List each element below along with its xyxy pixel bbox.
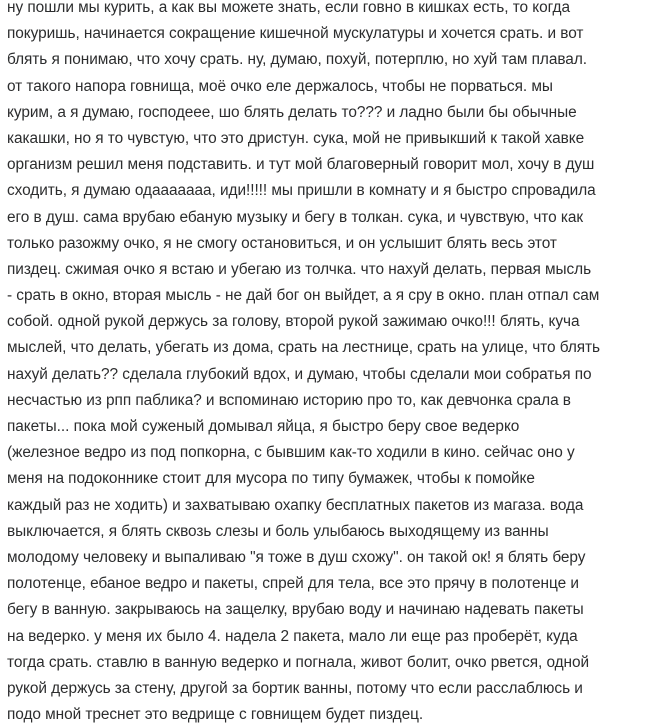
text-line: пакеты... пока мой суженый домывал яйца, я быстро беру свое ведерко [7,418,520,435]
text-line: какашки, но я то чувстую, что это дристун. сука, мой не привыкший к такой хавке [7,129,585,147]
text-line: подо мной треснет это ведрище с говнищем будет пиздец. [7,706,424,724]
text-line: покуришь, начинается сокращение кишечной мускулатуры и хочется срать. и вот [7,25,584,43]
text-line: от такого напора говнища, моё очко еле держалось, чтобы не порваться. мы [7,77,553,95]
text-line: организм решил меня подставить. и тут мой благоверный говорит мол, хочу в душ [7,156,595,174]
text-line: выключается, я блять сквозь слезы и боль улыбаюсь выходящему из ванны [7,522,549,540]
text-line: ну пошли мы курить, а как вы можете знать, если говно в кишках есть, то когда [7,0,570,16]
post-text [7,0,600,728]
text-line: мыслей, что делать, убегать из дома, срать на лестнице, срать на улице, что блять [7,339,600,357]
text-line: полотенце, ебаное ведро и пакеты, спрей для тела, все это прячу в полотенце и [7,575,579,593]
text-line: молодому человеку и выпаливаю "я тоже в душ схожу". он такой ок! я блять беру [7,548,586,566]
text-line: только разожму очко, я не смогу остановиться, и он услышит блять весь этот [7,234,557,252]
text-line: - срать в окно, вторая мысль - не дай бог он выйдет, а я сру в окно. план отпал сам [7,287,600,305]
text-line: меня на подоконнике стоит для мусора по типу бумажек, чтобы к помойке [7,470,535,488]
text-line: нахуй делать?? сделала глубокий вдох, и думаю, чтобы сделали мои собратья по [7,365,592,383]
text-line: собой. одной рукой держусь за голову, второй рукой зажимаю очко!!! блять, куча [7,313,580,331]
text-line: рукой держусь за стену, другой за бортик ванны, потому что если расслаблюсь и [7,679,583,697]
text-line: тогда срать. ставлю в ванную ведерко и погнала, живот болит, очко рвется, одной [7,653,590,671]
text-line: на ведерко. у меня их было 4. надела 2 пакета, мало ли еще раз проберёт, куда [7,627,578,645]
text-line: блять я понимаю, что хочу срать. ну, думаю, похуй, потерплю, но хуй там плавал. [7,51,587,69]
text-line: (железное ведро из под попкорна, с бывшим как-то ходили в кино. сейчас оно у [7,444,575,462]
text-line: бегу в ванную. закрываюсь на защелку, врубаю воду и начинаю надевать пакеты [7,601,584,619]
text-line: курим, а я думаю, господеее, шо блять делать то??? и ладно были бы обычные [7,103,577,121]
text-line: пиздец. сжимая очко я встаю и убегаю из толчка. что нахуй делать, первая мысль [7,260,592,278]
text-line: каждый раз не ходить) и захватываю охапку бесплатных пакетов из магаза. вода [7,496,584,514]
text-line: несчастью из рпп паблика? и вспоминаю историю про то, как девчонка срала в [7,391,571,409]
text-line: сходить, я думаю одааааааа, иди!!!!! мы пришли в комнату и я быстро спровадила [7,182,596,200]
text-line: его в душ. сама врубаю ебаную музыку и бегу в толкан. сука, и чувствую, что как [7,208,584,226]
